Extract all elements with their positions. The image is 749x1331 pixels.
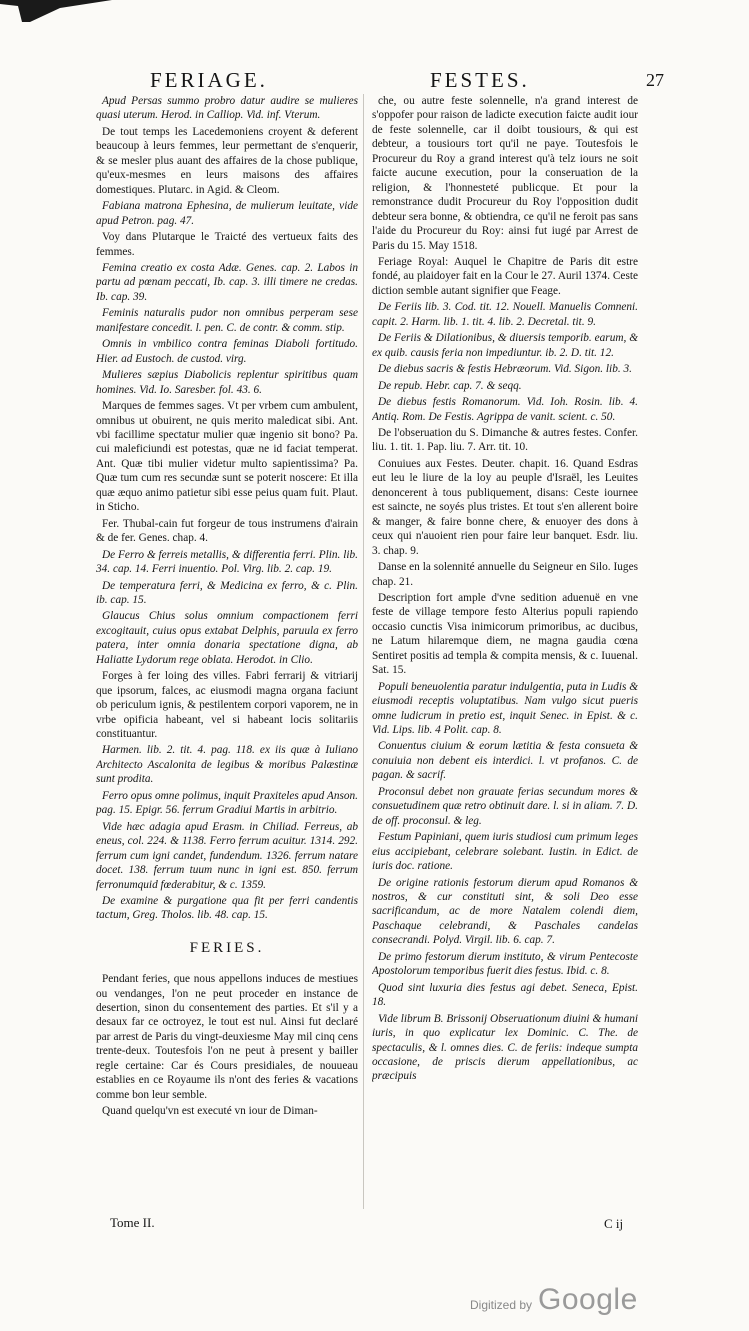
paragraph: Conuiues aux Festes. Deuter. chapit. 16. Quand Esdras eut leu le liure de la loy au peuple d'Israël, les Leuites denoncerent à tous publiquement, disans: Ceste iournee est saincte, ne soyés plus tristes. Et tout s'en allerent boire & manger, & faire bonne chere, & enuoyer des dons à ceux qui n'auoient rien pour faire leur banquet. Esdr. liu. 3. chap. 9. — [372, 457, 638, 557]
feries-paragraphs — [96, 972, 358, 1119]
paragraph: Marques de femmes sages. Vt per vrbem cum ambulent, omnibus ut obuirent, ne quis merito maledicat sibi. Ant. vbi facillime spectatur mulier quæ ingenio sit bono? Pa. cui maleficiundi est potestas, quæ ne id faciat temperat. Ant. Quæ tibi mulier videtur multo sapientissima? Pa. Quæ tum cum res secundæ sunt se poterit noscere: Et illa quæ æquo animo patietur sibi esse peius quam fuit. Plaut. in Sticho. — [96, 400, 358, 514]
paragraph: De tout temps les Lacedemoniens croyent & deferent beaucoup à leurs femmes, leur permettant de s'enquerir, & se mesler plus auant des affaires de la chose publique, qu'eux-mesmes en leurs maisons des affaires domestiques. Plutarc. in Agid. & Cleom. — [96, 125, 358, 196]
left-column — [96, 94, 358, 1214]
paragraph: De Ferro & ferreis metallis, & differentia ferri. Plin. lib. 34. cap. 14. Ferri inuentio. Pol. Virg. lib. 2. cap. 19. — [96, 548, 358, 576]
paragraph: De Feriis & Dilationibus, & diuersis temporib. earum, & ex quib. causis feria non impediuntur. ib. 2. D. tit. 12. — [372, 332, 638, 359]
google-logo: Google — [538, 1283, 638, 1316]
paragraph: De temperatura ferri, & Medicina ex ferro, & c. Plin. ib. cap. 15. — [96, 579, 358, 606]
paragraph: Vide librum B. Brissonij Obseruationum diuini & humani iuris, in quo explicatur lex Dominic. C. The. de spectaculis, & l. omnes dies. C. de feriis: indeque sumpta occasione, de priscis dierum appellationibus, ac præcipuis — [372, 1012, 638, 1083]
paragraph: De diebus festis Romanorum. Vid. Ioh. Rosin. lib. 4. Antiq. Rom. De Festis. Agrippa de vanit. scient. c. 50. — [372, 396, 638, 423]
paragraph: De origine rationis festorum dierum apud Romanos & nostros, & cur constituti sint, & soli Deo esse sacrificandum, ac de more Natalem colendi diem, Paschaque celebrandi, & Paschales candelas consecrandi. Polyd. Virgil. lib. 6. cap. 7. — [372, 876, 638, 947]
paragraph: De diebus sacris & festis Hebræorum. Vid. Sigon. lib. 3. — [378, 363, 632, 376]
right-column — [372, 94, 638, 1219]
running-head-right: FESTES. — [430, 68, 530, 92]
paragraph: Pendant feries, que nous appellons induces de mestiues ou vendanges, l'on ne peut proceder en instance de desertion, sinon du consentement des parties. Et s'il y a desaux far ce octroyez, le tout est nul. Ainsi fut declaré par arrest de Paris du vingt-deuxiesme May mil cinq cens trente-deux. Toutesfois l'on ne peut à present y bailler regle certaine: Car és Cours presidiales, de nouueau establies en ce Royaume ils n'ont des feries & vacations comme bon leur semble. — [96, 973, 358, 1101]
paragraph: Forges à fer loing des villes. Fabri ferrarij & vitriarij que ipsorum, falces, ac eiusmodi magna organa faciunt ob periculum ignis, & pestilentem corpori vaporem, ne in vrbe opificia habeant, vel si habeant locis solitariis constituantur. — [96, 670, 358, 741]
paragraph: De l'obseruation du S. Dimanche & autres festes. Confer. liu. 1. tit. 1. Pap. liu. 7. Arr. tit. 10. — [372, 426, 638, 454]
paragraph: Description fort ample d'vne sedition aduenuë en vne feste de village tempore festo Alterius populi rapiendo occasio cunctis Visa inimicorum primoribus, ac ducibus, ne Latum hilaremque diem, ne magna gaudia cœna Sentiret positis ad templa & compita mensis, & c. Iuuenal. Sat. 15. — [372, 591, 638, 677]
paragraph: che, ou autre feste solennelle, n'a grand interest de s'oppofer pour raison de ladicte execution faicte audit iour de feste solennelle, car il doibt tousiours, & qui est debteur, a tousiours tort qu'il ne paye. Toutesfois le Procureur du Roy a grand interest qu'à telz iours ne soit faicte aucune execution, pour la conseruation de la religion, & l'honnesteté publicque. Et pour la remonstrance dudit Procureur du Roy l'opposition dudit debteur sera bonne, & obtiendra, ce qu'il ne feroit pas sans l'aide du Procureur du Roy: ainsi fut iugé par Arrest de Paris du 15. May 1518. — [372, 95, 638, 252]
paragraph: De primo festorum dierum instituto, & virum Pentecoste Apostolorum temporibus fuerit dies festus. Ibid. c. 8. — [372, 950, 638, 978]
paragraph: Festum Papiniani, quem iuris studiosi cum primum leges eius accipiebant, celebrare solebant. Iustin. in Edict. de iuris doc. ratione. — [372, 831, 638, 873]
paragraph: Conuentus ciuium & eorum lætitia & festa consueta & conuiuia non debent eis interdici. l. vt profanos. C. de pagan. & sacrif. — [372, 740, 638, 782]
left-paragraphs — [96, 94, 358, 923]
paragraph: Vide hæc adagia apud Erasm. in Chiliad. Ferreus, ab eneus, col. 224. & 1138. Ferro ferrum acuitur. 1314. 292. ferrum cum igni candet, fundendum. 1326. ferrum natare docet. 138. ferrum tuum nunc in igni est. 850. ferrum ferronumquid fœderabitur, & c. 1359. — [96, 820, 358, 891]
paragraph: Harmen. lib. 2. tit. 4. pag. 118. ex iis quæ à Iuliano Architecto Ascalonita de legibus & moribus Palæstinæ sunt prodita. — [96, 744, 358, 786]
paragraph: Voy dans Plutarque le Traicté des vertueux faits des femmes. — [96, 231, 358, 258]
feries-heading: FERIES. — [189, 939, 265, 956]
running-head-left: FERIAGE. — [150, 68, 268, 92]
paragraph: Omnis in vmbilico contra feminas Diaboli fortitudo. Hier. ad Eustoch. de custod. virg. — [96, 338, 358, 365]
right-paragraphs — [372, 94, 638, 1084]
page-number: 27 — [646, 70, 664, 90]
paragraph: Glaucus Chius solus omnium compactionem ferri excogitauit, cuius opus extabat Delphis, paruula ex ferro patera, inter omnia donaria spectatione digna, ab Haliatte Lydorum rege oblata. Herodot. in Clio. — [96, 610, 358, 666]
paragraph: Fer. Thubal-cain fut forgeur de tous instrumens d'airain & de fer. Genes. chap. 4. — [96, 517, 358, 545]
digitized-by-text: Digitized by — [470, 1298, 533, 1312]
paragraph: Proconsul debet non grauate ferias secundum mores & consuetudinem quæ retro obtinuit dare. l. si in aliam. 7. D. de off. proconsul. & leg. — [372, 785, 638, 827]
paragraph: De repub. Hebr. cap. 7. & seqq. — [378, 379, 522, 392]
corner-scan-mark — [0, 0, 112, 22]
paragraph: Quod sint luxuria dies festus agi debet. Seneca, Epist. 18. — [372, 981, 638, 1009]
paragraph: Ferro opus omne polimus, inquit Praxiteles apud Anson. pag. 15. Epigr. 56. ferrum Gradiui Martis in arbitrio. — [96, 789, 358, 817]
paragraph: De examine & purgatione qua fit per ferri candentis tactum, Greg. Tholos. lib. 48. cap. 15. — [96, 895, 358, 922]
paragraph: Apud Persas summo probro datur audire se mulieres quasi uterum. Herod. in Calliop. Vid. inf. Vterum. — [96, 95, 358, 122]
paragraph: Quand quelqu'vn est executé vn iour de Diman- — [102, 1105, 318, 1118]
signature-mark: C ij — [604, 1216, 624, 1231]
paragraph: De Feriis lib. 3. Cod. tit. 12. Nouell. Manuelis Comneni. capit. 2. Harm. lib. 1. tit. 4. lib. 2. Decretal. tit. 9. — [372, 301, 638, 328]
paragraph: Feminis naturalis pudor non omnibus perperam sese manifestare concedit. l. pen. C. de contr. & comm. stip. — [96, 307, 358, 334]
paragraph: Femina creatio ex costa Adæ. Genes. cap. 2. Labos in partu ad pœnam peccati, Ib. cap. 3. illi timere ne credas. Ib. cap. 39. — [96, 261, 358, 303]
google-watermark — [470, 1283, 638, 1319]
column-divider — [363, 94, 364, 1209]
paragraph: Mulieres sæpius Diabolicis replentur spiritibus quam homines. Vid. Io. Saresber. fol. 43. 6. — [96, 369, 358, 396]
paragraph: Populi beneuolentia paratur indulgentia, puta in Ludis & eiusmodi receptis voluptatibus. Nam vulgo sicut pueris omne ludicrum in pretio est, inquit Senec. in Epist. & c. Vid. Lips. lib. 4 Polit. cap. 8. — [372, 680, 638, 737]
tome-label: Tome II. — [110, 1215, 155, 1230]
paragraph: Feriage Royal: Auquel le Chapitre de Paris dit estre fondé, au plaidoyer fait en la Cour le 27. Auril 1374. Ceste diction semble autant signifier que Feage. — [372, 255, 638, 297]
paragraph: Danse en la solennité annuelle du Seigneur en Silo. Iuges chap. 21. — [372, 561, 638, 588]
paragraph: Fabiana matrona Ephesina, de mulierum leuitate, vide apud Petron. pag. 47. — [96, 200, 358, 227]
